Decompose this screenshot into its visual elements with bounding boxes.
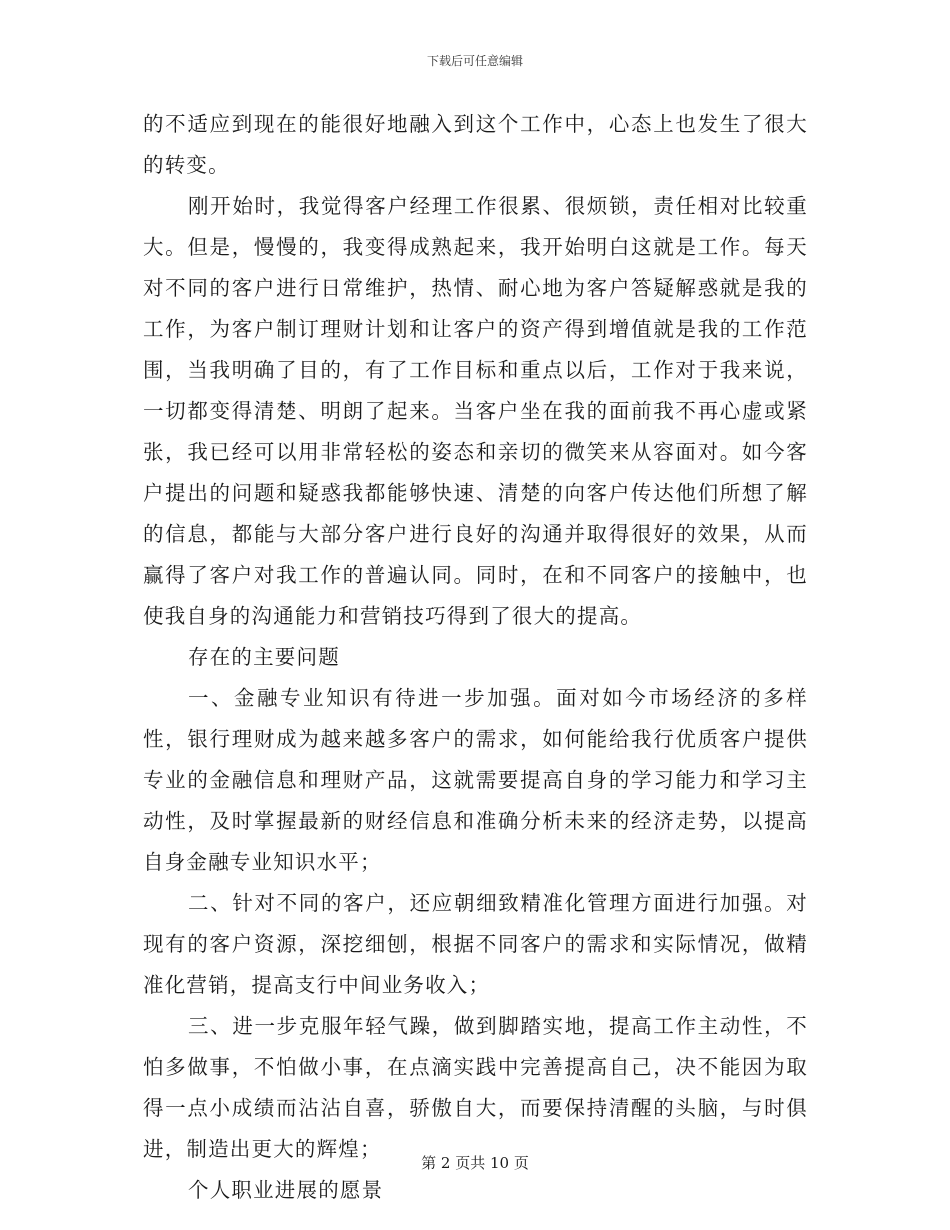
page-header: 下载后可任意编辑	[426, 54, 523, 68]
paragraph-work-reflection: 刚开始时，我觉得客户经理工作很累、很烦锁，责任相对比较重大。但是，慢慢的，我变得成熟起来，我开始明白这就是工作。每天对不同的客户进行日常维护，热情、耐心地为客户答疑解惑就是我的工作，为客户制订理财计划和让客户的资产得到增值就是我的工作范围，当我明确了目的，有了工作目标和重点以后，工作对于我来说，一切都变得清楚、明朗了起来。当客户坐在我的面前我不再心虚或紧张，我已经可以用非常轻松的姿态和亲切的微笑来从容面对。如今客户提出的问题和疑惑我都能够快速、清楚的向客户传达他们所想了解的信息，都能与大部分客户进行良好的沟通并取得很好的效果，从而赢得了客户对我工作的普遍认同。同时，在和不同客户的接触中，也使我自身的沟通能力和营销技巧得到了很大的提高。	[143, 194, 808, 628]
paragraph-problem-2: 二、针对不同的客户，还应朝细致精准化管理方面进行加强。对现有的客户资源，深挖细刨，根据不同客户的需求和实际情况，做精准化营销，提高支行中间业务收入；	[143, 891, 808, 997]
paragraph-problem-3: 三、进一步克服年轻气躁，做到脚踏实地，提高工作主动性，不怕多做事，不怕做小事，在点滴实践中完善提高自己，决不能因为取得一点小成绩而沾沾自喜，骄傲自大，而要保持清醒的头脑，与时俱进，制造出更大的辉煌；	[143, 1014, 808, 1161]
paragraph-problem-1: 一、金融专业知识有待进一步加强。面对如今市场经济的多样性，银行理财成为越来越多客户的需求，如何能给我行优质客户提供专业的金融信息和理财产品，这就需要提高自身的学习能力和学习主动性，及时掌握最新的财经信息和准确分析未来的经济走势，以提高自身金融专业知识水平；	[143, 686, 808, 874]
paragraph-continuation: 的不适应到现在的能很好地融入到这个工作中，心态上也发生了很大的转变。	[143, 112, 808, 177]
document-body	[143, 104, 808, 1211]
page-footer: 第 2 页共 10 页	[421, 1154, 529, 1172]
section-heading-problems: 存在的主要问题	[188, 645, 340, 669]
section-heading-vision: 个人职业进展的愿景	[188, 1178, 384, 1202]
